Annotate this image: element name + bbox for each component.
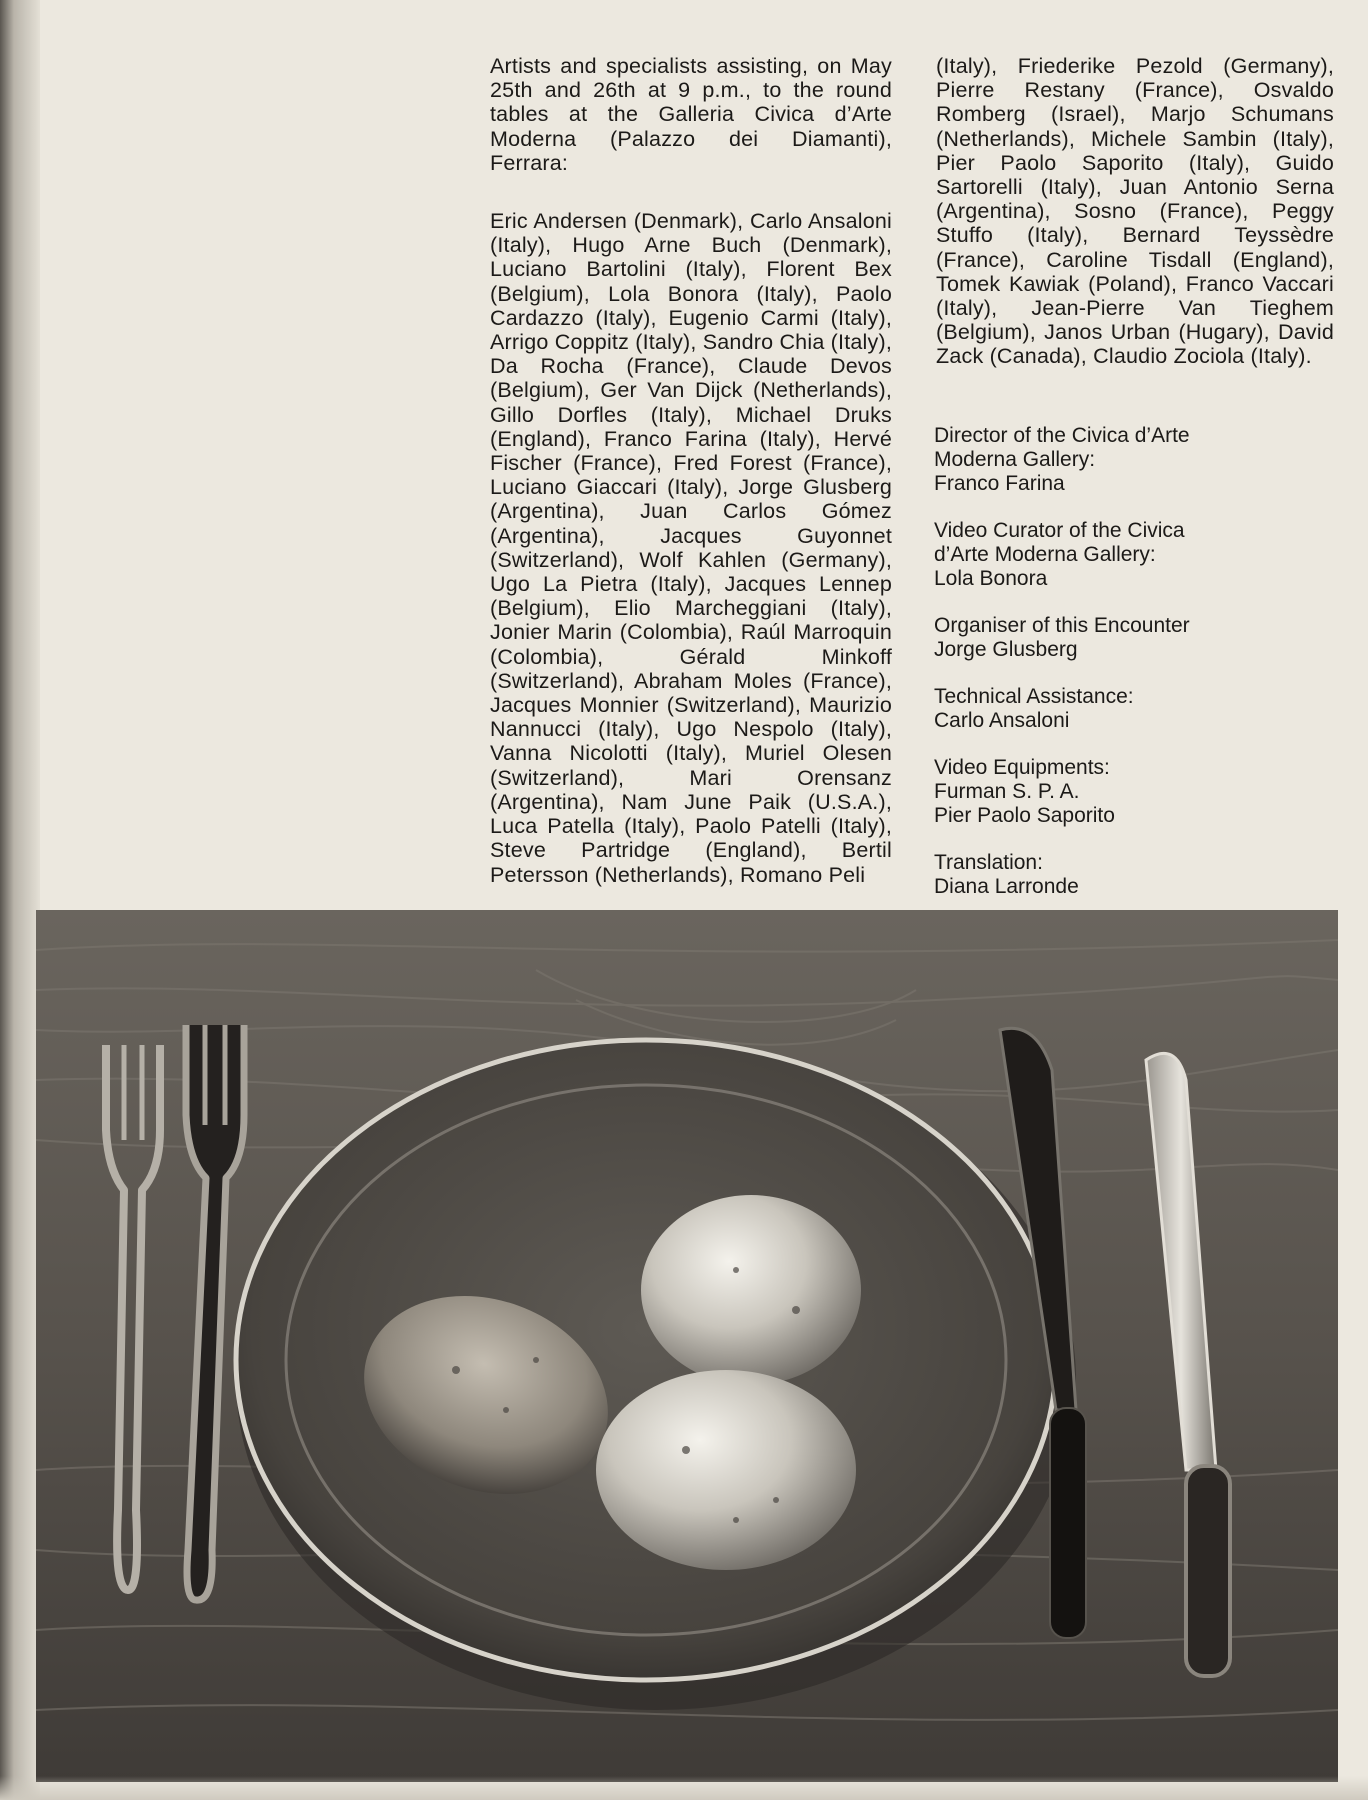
credit-video-equipments xyxy=(934,756,1334,828)
intro-paragraph: Artists and specialists assisting, on May 25th and 26th at 9 p.m., to the round tables at the Galleria Civica d’Arte Moderna (Palazzo dei Diamanti), Ferrara: xyxy=(490,54,892,175)
left-text-column xyxy=(490,54,892,887)
photo-illustration xyxy=(36,910,1338,1782)
credit-organiser xyxy=(934,614,1334,662)
page-bottom-edge xyxy=(0,1776,1368,1800)
credit-line: Diana Larronde xyxy=(934,875,1079,898)
credit-line: Furman S. P. A. xyxy=(934,780,1080,803)
credit-translation xyxy=(934,851,1334,899)
credit-line: Jorge Glusberg xyxy=(934,638,1078,661)
credit-line: Director of the Civica d’Arte xyxy=(934,424,1190,447)
credit-line: Moderna Gallery: xyxy=(934,448,1096,471)
credit-line: Video Curator of the Civica xyxy=(934,519,1185,542)
glass-plate xyxy=(236,1040,1056,1680)
credit-line: Franco Farina xyxy=(934,472,1065,495)
potato-transparent-2 xyxy=(596,1370,856,1570)
potato-transparent-1 xyxy=(641,1195,861,1385)
credit-line: d’Arte Moderna Gallery: xyxy=(934,543,1156,566)
credit-line: Video Equipments: xyxy=(934,756,1110,779)
credit-line: Carlo Ansaloni xyxy=(934,709,1070,732)
participants-list-part2: (Italy), Friederike Pezold (Germany), Pierre Restany (France), Osvaldo Romberg (Israel), Marjo Schumans (Netherlands), Michele Sambin (Italy), Pier Paolo Saporito (Italy), Guido Sartorelli (Italy), Juan Antonio Serna (Argentina), Sosno (France), Peggy Stuffo (Italy), Bernard Teyssèdre (France), Caroline Tisdall (England), Tomek Kawiak (Poland), Franco Vaccari (Italy), Jean-Pierre Van Tieghem (Belgium), Janos Urban (Hugary), David Zack (Canada), Claudio Zociola (Italy). xyxy=(936,54,1334,369)
photo-plate-with-potatoes xyxy=(36,910,1338,1782)
credit-video-curator xyxy=(934,519,1334,591)
credit-technical-assistance xyxy=(934,685,1334,733)
credit-line: Pier Paolo Saporito xyxy=(934,804,1115,827)
credit-line: Translation: xyxy=(934,851,1043,874)
credit-line: Lola Bonora xyxy=(934,567,1048,590)
right-text-column xyxy=(936,54,1334,369)
participants-list-part1: Eric Andersen (Denmark), Carlo Ansaloni (Italy), Hugo Arne Buch (Denmark), Luciano Bartolini (Italy), Florent Bex (Belgium), Lola Bonora (Italy), Paolo Cardazzo (Italy), Eugenio Carmi (Italy), Arrigo Coppitz (Italy), Sandro Chia (Italy), Da Rocha (France), Claude Devos (Belgium), Ger Van Dijck (Netherlands), Gillo Dorfles (Italy), Michael Druks (England), Franco Farina (Italy), Hervé Fischer (France), Fred Forest (France), Luciano Giaccari (Italy), Jorge Glusberg (Argentina), Juan Carlos Gómez (Argentina), Jacques Guyonnet (Switzerland), Wolf Kahlen (Germany), Ugo La Pietra (Italy), Jacques Lennep (Belgium), Elio Marcheggiani (Italy), Jonier Marin (Colombia), Raúl Marroquin (Colombia), Gérald Minkoff (Switzerland), Abraham Moles (France), Jacques Monnier (Switzerland), Maurizio Nannucci (Italy), Ugo Nespolo (Italy), Vanna Nicolotti (Italy), Muriel Olesen (Switzerland), Mari Orensanz (Argentina), Nam June Paik (U.S.A.), Luca Patella (Italy), Paolo Patelli (Italy), Steve Partridge (England), Bertil Petersson (Netherlands), Romano Peli xyxy=(490,209,892,887)
credits-block xyxy=(934,424,1334,922)
credit-director xyxy=(934,424,1334,496)
credit-line: Organiser of this Encounter xyxy=(934,614,1190,637)
page-binding-shadow xyxy=(0,0,40,1800)
credit-line: Technical Assistance: xyxy=(934,685,1134,708)
